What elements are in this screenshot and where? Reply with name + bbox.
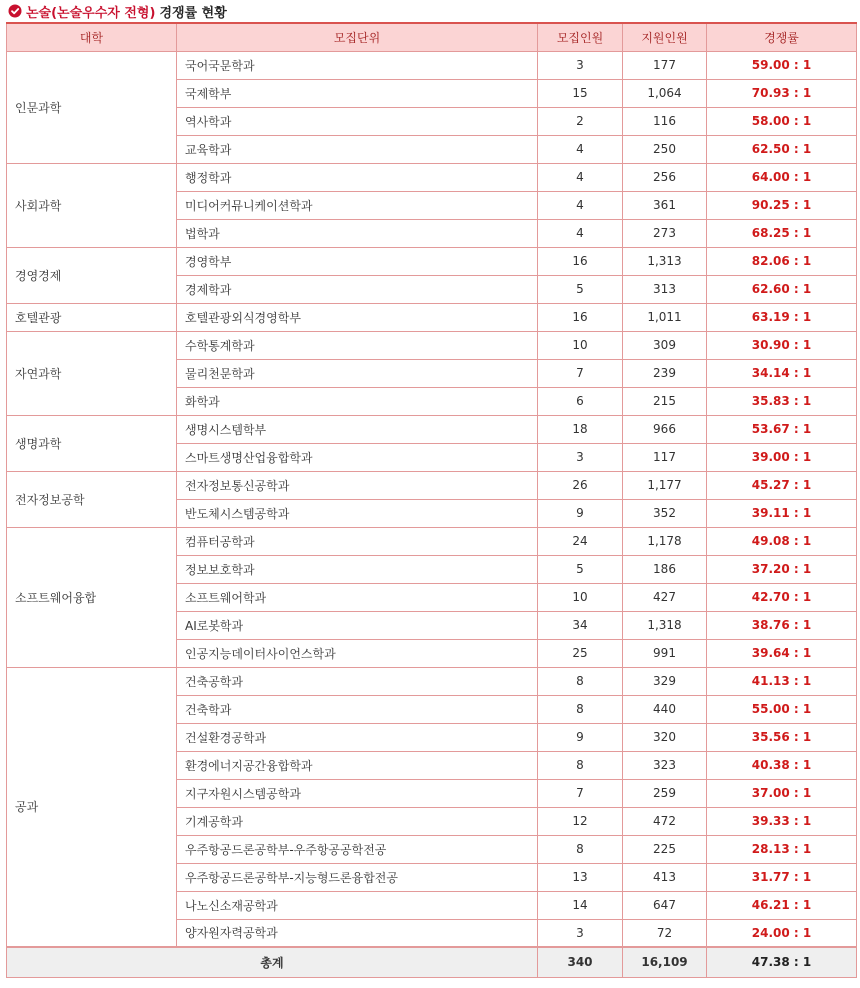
department-cell: 미디어커뮤니케이션학과 bbox=[177, 191, 538, 219]
table-row bbox=[7, 331, 857, 359]
quota-cell: 3 bbox=[538, 51, 623, 79]
quota-cell: 6 bbox=[538, 387, 623, 415]
ratio-cell: 90.25 : 1 bbox=[707, 191, 857, 219]
ratio-cell: 59.00 : 1 bbox=[707, 51, 857, 79]
ratio-cell: 58.00 : 1 bbox=[707, 107, 857, 135]
quota-cell: 13 bbox=[538, 863, 623, 891]
college-cell: 경영경제 bbox=[7, 247, 177, 303]
department-cell: 교육학과 bbox=[177, 135, 538, 163]
department-cell: 나노신소재공학과 bbox=[177, 891, 538, 919]
quota-cell: 26 bbox=[538, 471, 623, 499]
title-category: 논술(논술우수자 전형) bbox=[26, 5, 156, 21]
applicants-cell: 259 bbox=[623, 779, 707, 807]
header-ratio: 경쟁률 bbox=[707, 23, 857, 51]
quota-cell: 8 bbox=[538, 751, 623, 779]
college-cell: 공과 bbox=[7, 667, 177, 947]
quota-cell: 34 bbox=[538, 611, 623, 639]
quota-cell: 14 bbox=[538, 891, 623, 919]
quota-cell: 5 bbox=[538, 555, 623, 583]
ratio-cell: 62.60 : 1 bbox=[707, 275, 857, 303]
applicants-cell: 215 bbox=[623, 387, 707, 415]
department-cell: 컴퓨터공학과 bbox=[177, 527, 538, 555]
applicants-cell: 1,064 bbox=[623, 79, 707, 107]
quota-cell: 4 bbox=[538, 219, 623, 247]
quota-cell: 10 bbox=[538, 583, 623, 611]
table-row bbox=[7, 247, 857, 275]
department-cell: 기계공학과 bbox=[177, 807, 538, 835]
applicants-cell: 1,318 bbox=[623, 611, 707, 639]
ratio-cell: 28.13 : 1 bbox=[707, 835, 857, 863]
department-cell: 역사학과 bbox=[177, 107, 538, 135]
ratio-cell: 62.50 : 1 bbox=[707, 135, 857, 163]
applicants-cell: 991 bbox=[623, 639, 707, 667]
department-cell: 건설환경공학과 bbox=[177, 723, 538, 751]
department-cell: 행정학과 bbox=[177, 163, 538, 191]
ratio-cell: 38.76 : 1 bbox=[707, 611, 857, 639]
ratio-cell: 35.83 : 1 bbox=[707, 387, 857, 415]
ratio-cell: 35.56 : 1 bbox=[707, 723, 857, 751]
ratio-cell: 46.21 : 1 bbox=[707, 891, 857, 919]
table-header-row bbox=[7, 23, 857, 51]
ratio-cell: 30.90 : 1 bbox=[707, 331, 857, 359]
table-row bbox=[7, 51, 857, 79]
total-ratio: 47.38 : 1 bbox=[707, 947, 857, 977]
department-cell: 수학통계학과 bbox=[177, 331, 538, 359]
table-row bbox=[7, 415, 857, 443]
ratio-cell: 37.00 : 1 bbox=[707, 779, 857, 807]
applicants-cell: 966 bbox=[623, 415, 707, 443]
ratio-cell: 55.00 : 1 bbox=[707, 695, 857, 723]
ratio-cell: 49.08 : 1 bbox=[707, 527, 857, 555]
department-cell: 반도체시스템공학과 bbox=[177, 499, 538, 527]
department-cell: 물리천문학과 bbox=[177, 359, 538, 387]
applicants-cell: 72 bbox=[623, 919, 707, 947]
table-body bbox=[7, 51, 857, 947]
competition-rate-table bbox=[6, 22, 857, 978]
quota-cell: 24 bbox=[538, 527, 623, 555]
total-quota: 340 bbox=[538, 947, 623, 977]
quota-cell: 8 bbox=[538, 835, 623, 863]
total-row bbox=[7, 947, 857, 977]
ratio-cell: 70.93 : 1 bbox=[707, 79, 857, 107]
department-cell: 경제학과 bbox=[177, 275, 538, 303]
applicants-cell: 1,178 bbox=[623, 527, 707, 555]
ratio-cell: 41.13 : 1 bbox=[707, 667, 857, 695]
department-cell: 건축학과 bbox=[177, 695, 538, 723]
college-cell: 호텔관광 bbox=[7, 303, 177, 331]
quota-cell: 7 bbox=[538, 359, 623, 387]
department-cell: 환경에너지공간융합학과 bbox=[177, 751, 538, 779]
quota-cell: 15 bbox=[538, 79, 623, 107]
total-applicants: 16,109 bbox=[623, 947, 707, 977]
ratio-cell: 24.00 : 1 bbox=[707, 919, 857, 947]
quota-cell: 5 bbox=[538, 275, 623, 303]
applicants-cell: 472 bbox=[623, 807, 707, 835]
applicants-cell: 352 bbox=[623, 499, 707, 527]
department-cell: 법학과 bbox=[177, 219, 538, 247]
applicants-cell: 329 bbox=[623, 667, 707, 695]
header-applicants: 지원인원 bbox=[623, 23, 707, 51]
department-cell: 화학과 bbox=[177, 387, 538, 415]
ratio-cell: 45.27 : 1 bbox=[707, 471, 857, 499]
quota-cell: 10 bbox=[538, 331, 623, 359]
quota-cell: 16 bbox=[538, 247, 623, 275]
department-cell: 양자원자력공학과 bbox=[177, 919, 538, 947]
department-cell: 소프트웨어학과 bbox=[177, 583, 538, 611]
table-row bbox=[7, 667, 857, 695]
ratio-cell: 42.70 : 1 bbox=[707, 583, 857, 611]
department-cell: 스마트생명산업융합학과 bbox=[177, 443, 538, 471]
department-cell: 국어국문학과 bbox=[177, 51, 538, 79]
college-cell: 전자정보공학 bbox=[7, 471, 177, 527]
college-cell: 인문과학 bbox=[7, 51, 177, 163]
applicants-cell: 250 bbox=[623, 135, 707, 163]
quota-cell: 16 bbox=[538, 303, 623, 331]
ratio-cell: 63.19 : 1 bbox=[707, 303, 857, 331]
applicants-cell: 117 bbox=[623, 443, 707, 471]
ratio-cell: 37.20 : 1 bbox=[707, 555, 857, 583]
applicants-cell: 647 bbox=[623, 891, 707, 919]
college-cell: 소프트웨어융합 bbox=[7, 527, 177, 667]
applicants-cell: 1,177 bbox=[623, 471, 707, 499]
college-cell: 자연과학 bbox=[7, 331, 177, 415]
quota-cell: 3 bbox=[538, 919, 623, 947]
ratio-cell: 39.00 : 1 bbox=[707, 443, 857, 471]
department-cell: 인공지능데이터사이언스학과 bbox=[177, 639, 538, 667]
quota-cell: 8 bbox=[538, 695, 623, 723]
quota-cell: 4 bbox=[538, 163, 623, 191]
applicants-cell: 323 bbox=[623, 751, 707, 779]
applicants-cell: 427 bbox=[623, 583, 707, 611]
applicants-cell: 440 bbox=[623, 695, 707, 723]
quota-cell: 25 bbox=[538, 639, 623, 667]
applicants-cell: 116 bbox=[623, 107, 707, 135]
header-college: 대학 bbox=[7, 23, 177, 51]
quota-cell: 4 bbox=[538, 135, 623, 163]
applicants-cell: 413 bbox=[623, 863, 707, 891]
table-row bbox=[7, 163, 857, 191]
department-cell: 우주항공드론공학부-우주항공공학전공 bbox=[177, 835, 538, 863]
department-cell: 우주항공드론공학부-지능형드론융합전공 bbox=[177, 863, 538, 891]
ratio-cell: 31.77 : 1 bbox=[707, 863, 857, 891]
table-row bbox=[7, 303, 857, 331]
table-row bbox=[7, 471, 857, 499]
ratio-cell: 39.11 : 1 bbox=[707, 499, 857, 527]
header-quota: 모집인원 bbox=[538, 23, 623, 51]
ratio-cell: 53.67 : 1 bbox=[707, 415, 857, 443]
applicants-cell: 1,313 bbox=[623, 247, 707, 275]
quota-cell: 12 bbox=[538, 807, 623, 835]
department-cell: 호텔관광외식경영학부 bbox=[177, 303, 538, 331]
total-label: 총계 bbox=[7, 947, 538, 977]
applicants-cell: 256 bbox=[623, 163, 707, 191]
quota-cell: 9 bbox=[538, 499, 623, 527]
quota-cell: 3 bbox=[538, 443, 623, 471]
college-cell: 사회과학 bbox=[7, 163, 177, 247]
quota-cell: 18 bbox=[538, 415, 623, 443]
applicants-cell: 309 bbox=[623, 331, 707, 359]
ratio-cell: 40.38 : 1 bbox=[707, 751, 857, 779]
applicants-cell: 239 bbox=[623, 359, 707, 387]
title-suffix: 경쟁률 현황 bbox=[159, 5, 227, 21]
department-cell: 국제학부 bbox=[177, 79, 538, 107]
quota-cell: 9 bbox=[538, 723, 623, 751]
applicants-cell: 225 bbox=[623, 835, 707, 863]
table-row bbox=[7, 527, 857, 555]
ratio-cell: 39.64 : 1 bbox=[707, 639, 857, 667]
college-cell: 생명과학 bbox=[7, 415, 177, 471]
department-cell: 건축공학과 bbox=[177, 667, 538, 695]
applicants-cell: 177 bbox=[623, 51, 707, 79]
check-circle-icon bbox=[8, 4, 22, 18]
section-title bbox=[0, 0, 860, 22]
quota-cell: 7 bbox=[538, 779, 623, 807]
header-department: 모집단위 bbox=[177, 23, 538, 51]
quota-cell: 4 bbox=[538, 191, 623, 219]
applicants-cell: 273 bbox=[623, 219, 707, 247]
applicants-cell: 186 bbox=[623, 555, 707, 583]
ratio-cell: 34.14 : 1 bbox=[707, 359, 857, 387]
ratio-cell: 39.33 : 1 bbox=[707, 807, 857, 835]
applicants-cell: 1,011 bbox=[623, 303, 707, 331]
department-cell: 지구자원시스템공학과 bbox=[177, 779, 538, 807]
department-cell: 전자정보통신공학과 bbox=[177, 471, 538, 499]
quota-cell: 8 bbox=[538, 667, 623, 695]
applicants-cell: 313 bbox=[623, 275, 707, 303]
ratio-cell: 64.00 : 1 bbox=[707, 163, 857, 191]
quota-cell: 2 bbox=[538, 107, 623, 135]
department-cell: 생명시스템학부 bbox=[177, 415, 538, 443]
department-cell: 경영학부 bbox=[177, 247, 538, 275]
applicants-cell: 320 bbox=[623, 723, 707, 751]
ratio-cell: 82.06 : 1 bbox=[707, 247, 857, 275]
department-cell: 정보보호학과 bbox=[177, 555, 538, 583]
department-cell: AI로봇학과 bbox=[177, 611, 538, 639]
applicants-cell: 361 bbox=[623, 191, 707, 219]
ratio-cell: 68.25 : 1 bbox=[707, 219, 857, 247]
